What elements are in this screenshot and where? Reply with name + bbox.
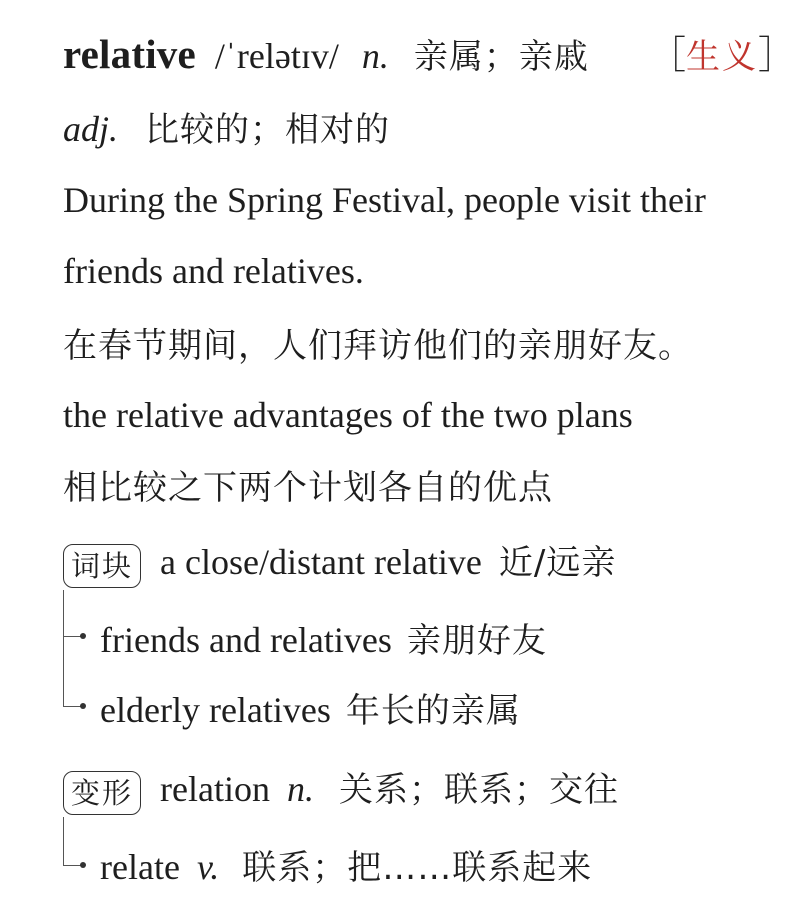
chunks-label: 词块 (63, 544, 141, 588)
chunks-main-line (63, 540, 616, 588)
chunks-main-en: a close/distant relative (160, 542, 482, 582)
forms-bullet-1 (80, 862, 86, 868)
sense-tag-text: 生义 (686, 37, 759, 77)
forms-item-1-zh: 联系；把……联系起来 (242, 848, 593, 888)
forms-item-1-word: relate (100, 847, 180, 887)
sense-tag (648, 34, 796, 79)
chunks-bullet-2 (80, 703, 86, 709)
chunks-item-2-zh: 年长的亲属 (345, 691, 521, 731)
example-2-en: the relative advantages of the two plans (63, 395, 633, 435)
forms-label: 变形 (63, 771, 141, 815)
chunks-main-zh: 近/远亲 (498, 543, 617, 583)
chunks-item-1-zh: 亲朋好友 (406, 621, 547, 661)
adj-line (63, 107, 390, 152)
adj-pos: adj. (63, 109, 119, 149)
forms-item-1 (100, 845, 592, 890)
noun-meaning: 亲属；亲戚 (413, 37, 589, 77)
example-1-en-line-2: friends and relatives. (63, 251, 364, 291)
sense-tag-open: ［ (648, 35, 687, 77)
chunks-bullet-1 (80, 633, 86, 639)
chunks-item-2-en: elderly relatives (100, 690, 331, 730)
forms-item-1-pos: v. (196, 847, 220, 887)
forms-main-pos: n. (286, 769, 314, 809)
sense-tag-close: ］ (758, 35, 797, 77)
chunks-item-1-en: friends and relatives (100, 620, 392, 660)
forms-main-zh: 关系；联系；交往 (338, 770, 619, 810)
chunks-item-2 (100, 688, 521, 733)
chunks-tree-connector (63, 590, 64, 706)
forms-main-line (63, 767, 619, 815)
forms-main-word: relation (160, 769, 270, 809)
headword-line (63, 32, 589, 79)
phonetic: /ˈrelətɪv/ (214, 36, 339, 76)
example-1-en-line-1: During the Spring Festival, people visit their (63, 180, 706, 220)
chunks-item-1 (100, 618, 547, 663)
adj-meaning: 比较的；相对的 (145, 110, 391, 150)
example-2-zh: 相比较之下两个计划各自的优点 (63, 468, 553, 508)
noun-pos: n. (361, 36, 389, 76)
headword: relative (63, 31, 196, 77)
forms-tree-connector (63, 817, 64, 865)
example-1-zh: 在春节期间，人们拜访他们的亲朋好友。 (63, 326, 693, 366)
